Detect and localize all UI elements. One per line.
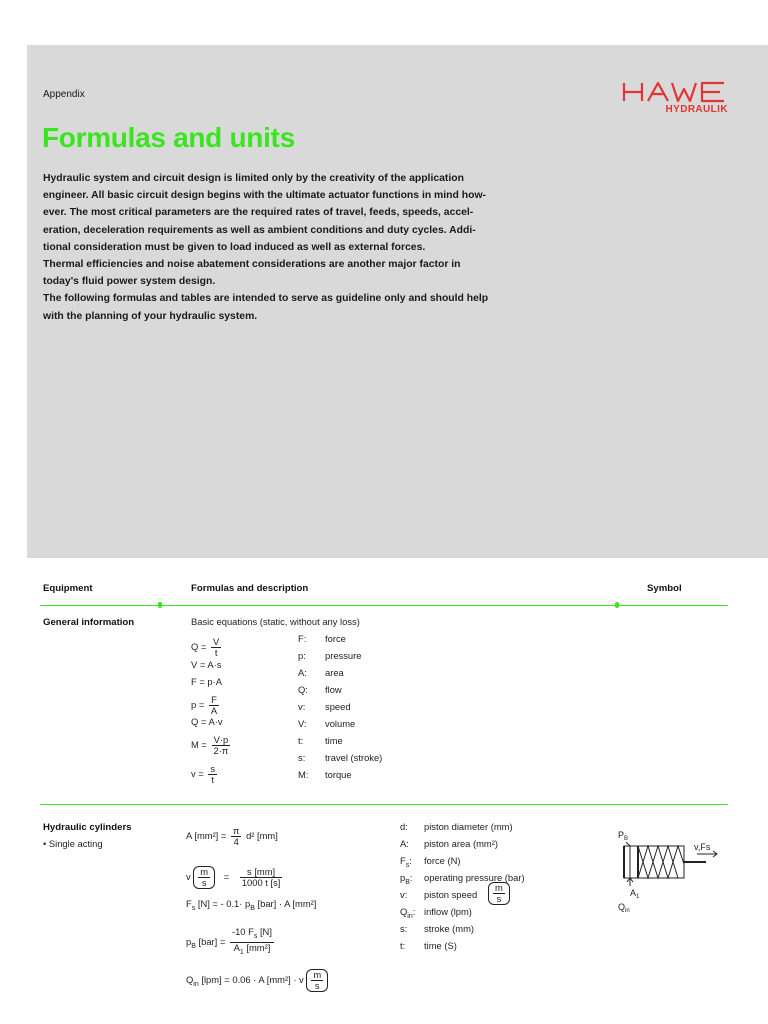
definition-symbol: $p_B$: (400, 872, 413, 886)
piston-speed-unit (488, 882, 510, 905)
definition-symbol (298, 699, 325, 715)
definition-text: stroke (mm) (424, 923, 474, 934)
definition-symbol (298, 648, 325, 664)
symbol-text: p: (298, 650, 306, 661)
symbol-text: v: (400, 889, 408, 900)
equation-piston-area (186, 825, 278, 847)
definition-text: speed (325, 701, 351, 712)
fraction-numerator: m (200, 866, 209, 877)
equation-tail: [bar] · A [mm²] (254, 898, 317, 909)
variable-qin: $Q_{in}$ (186, 973, 199, 988)
fraction-denominator: 1000 t [s] (241, 877, 281, 888)
definition-text: operating pressure (bar) (424, 872, 525, 883)
symbol-text: s: (298, 752, 306, 763)
equation-lhs: A [mm²] = (186, 829, 227, 841)
intro-paragraph (43, 170, 543, 325)
section-title-general: General information (43, 617, 135, 628)
definition-text: area (325, 667, 344, 678)
definition-text: force (N) (424, 855, 461, 866)
definition-symbol (298, 631, 325, 647)
symbol-text: V: (298, 718, 307, 729)
definition-item (298, 682, 342, 698)
equation-inflow (186, 969, 328, 991)
definition-text: piston area (mm²) (424, 838, 498, 849)
definition-text: travel (stroke) (325, 752, 383, 763)
unit-bracket (193, 866, 215, 889)
intro-line: engineer. All basic circuit design begins with the ultimate actuator functions in mind how- (43, 190, 487, 202)
symbol-text: M: (298, 769, 309, 780)
definition-text: piston speed (424, 889, 478, 900)
symbol-label-vfs: v,Fs (694, 842, 711, 852)
equation-rhs: d² [mm] (246, 829, 278, 841)
equation-lhs: v (186, 870, 191, 882)
fraction (208, 764, 217, 785)
equation-lhs: [bar] = (198, 935, 226, 947)
fraction-numerator: m (313, 969, 322, 980)
fraction (230, 927, 274, 958)
symbol-text: d: (400, 821, 408, 832)
definition-item (298, 648, 361, 664)
equation-force-single: $F_s$ [N] = - $0.1\cdot p_B$ [bar] · A [mm²] (186, 898, 317, 912)
symbol-subscript: s (405, 861, 410, 869)
definition-item (298, 767, 352, 783)
definition-symbol (400, 921, 424, 937)
equation-speed (191, 763, 219, 785)
fraction-numerator: -10 $F_s$ [N] (230, 927, 274, 943)
section-subtitle-single-acting: • Single acting (43, 838, 103, 849)
column-header-equipment: Equipment (43, 583, 93, 594)
equation-force: F = p·A (191, 676, 222, 687)
basic-equations-caption: Basic equations (static, without any loss) (191, 616, 360, 627)
fraction-denominator: $A_1$ [mm²] (233, 941, 271, 956)
symbol-text: Q: (298, 684, 308, 695)
fraction-denominator: A (210, 705, 218, 716)
intro-line: tional consideration must be given to load induced as well as external forces. (43, 241, 426, 253)
definition-text: inflow (lpm) (424, 906, 472, 917)
fraction-denominator: 4 (233, 836, 239, 847)
definition-item (298, 733, 343, 749)
symbol-text: v: (298, 701, 306, 712)
denominator-text: A (233, 941, 240, 953)
symbol-label-a1: $A_1$ (630, 888, 640, 900)
definition-text: flow (325, 684, 342, 695)
section-divider (40, 804, 728, 805)
equation-flow-speed: Q = A·v (191, 716, 223, 727)
definition-symbol (400, 836, 424, 852)
fraction (198, 867, 210, 888)
equation-pressure (191, 694, 221, 716)
fraction-numerator: F (209, 695, 219, 706)
fraction-numerator: V·p (212, 735, 231, 746)
variable-fs: $F_s$ (186, 898, 196, 912)
equation-lhs: Q = (191, 640, 207, 652)
definition-text: time (325, 735, 343, 746)
column-header-symbol: Symbol (647, 583, 682, 594)
cylinder-schematic (612, 824, 722, 914)
fraction (493, 883, 505, 904)
numerator-tail: [N] (257, 926, 272, 937)
fraction (211, 637, 221, 658)
single-acting-cylinder-symbol (612, 824, 722, 914)
definition-text: piston diameter (mm) (424, 821, 513, 832)
definition-text: time (S) (424, 940, 457, 951)
intro-line: Hydraulic system and circuit design is limited only by the creativity of the application (43, 173, 464, 184)
symbol-text: s: (400, 923, 408, 934)
fraction (240, 867, 283, 888)
fraction (212, 735, 231, 756)
fraction (231, 826, 241, 847)
definition-symbol (298, 767, 325, 783)
definition-item (400, 938, 457, 954)
page-title: Formulas and units (42, 122, 295, 153)
symbol-label-pb: $P_B$ (618, 830, 629, 842)
definition-item (298, 750, 382, 766)
fraction-numerator: π (232, 825, 240, 836)
symbol-subscript: B (405, 878, 410, 886)
equation-torque (191, 734, 232, 756)
symbol-text: t: (400, 940, 406, 951)
definition-item (400, 853, 460, 869)
header-divider (40, 605, 728, 606)
definition-item (400, 921, 474, 937)
equation-piston-speed (186, 866, 284, 888)
equation-lhs: v = (191, 767, 204, 779)
fraction-numerator: V (212, 636, 220, 647)
fraction-denominator: s (496, 893, 502, 904)
fraction-numerator: s [mm] (240, 867, 283, 878)
fraction (209, 695, 219, 716)
denominator-tail: [mm²] (243, 941, 271, 953)
divider-marker (615, 602, 619, 608)
definition-item (400, 887, 477, 903)
definition-symbol (400, 938, 424, 954)
symbol-text: A: (298, 667, 307, 678)
symbol-text: F: (298, 633, 307, 644)
definition-text: pressure (325, 650, 362, 661)
fraction-denominator: t (211, 774, 215, 785)
definition-symbol: $F_s$: (400, 855, 412, 869)
symbol-text: p (400, 872, 406, 883)
logo-subtext: HYDRAULIK (665, 104, 728, 115)
hawe-logo (620, 80, 730, 120)
equation-body: [lpm] = 0.06 · A [mm²] · v (201, 973, 304, 985)
definition-item (400, 819, 513, 835)
definition-symbol (298, 750, 325, 766)
intro-line: The following formulas and tables are intended to serve as guideline only and should help (43, 293, 489, 305)
definition-symbol: $Q_{in}$: (400, 906, 416, 920)
section-title-cylinders: Hydraulic cylinders (43, 822, 132, 833)
variable-pb: $p_B$ (186, 935, 196, 950)
definition-symbol (298, 716, 325, 732)
intro-line: today's fluid power system design. (43, 276, 216, 288)
definition-item (298, 716, 355, 732)
fraction-numerator: m (495, 882, 503, 893)
definition-symbol (400, 887, 424, 903)
symbol-subscript: in (407, 912, 413, 920)
equation-lhs: M = (191, 738, 207, 750)
symbol-text: A: (400, 838, 409, 849)
definition-symbol (298, 733, 325, 749)
symbol-label-qin: $Q_{in}$ (618, 902, 630, 914)
symbol-text: t: (298, 735, 304, 746)
definition-text: volume (325, 718, 356, 729)
fraction-denominator: s (314, 980, 320, 991)
definition-item (298, 699, 351, 715)
section-label: Appendix (43, 89, 85, 100)
fraction-denominator: t (214, 647, 218, 658)
definition-item (400, 836, 498, 852)
intro-line: Thermal efficiencies and noise abatement considerations are another major factor in (43, 259, 461, 271)
definition-item (298, 631, 346, 647)
symbol-text: Q (400, 906, 408, 917)
divider-marker (158, 602, 162, 608)
equation-volume: V = A·s (191, 659, 222, 670)
definition-symbol (298, 665, 325, 681)
equation-flow (191, 636, 223, 658)
intro-line: eration, deceleration requirements as well as ambient conditions and duty cycles. Addi- (43, 224, 476, 236)
fraction-numerator: s (210, 763, 216, 774)
definition-symbol (298, 682, 325, 698)
definition-text: force (325, 633, 346, 644)
equals-sign: = (223, 870, 230, 882)
definition-symbol (400, 819, 424, 835)
equation-body: [N] = - 0.1· p (197, 898, 251, 909)
intro-line: with the planning of your hydraulic system. (43, 310, 258, 322)
numerator-text: -10 F (231, 926, 254, 937)
intro-line: ever. The most critical parameters are the required rates of travel, feeds, speeds, accel- (43, 207, 474, 219)
fraction-denominator: s (201, 877, 207, 888)
hawe-logo-mark (620, 80, 730, 104)
fraction (311, 970, 323, 991)
symbol-text: F (400, 855, 406, 866)
definition-item (298, 665, 344, 681)
unit-bracket (306, 969, 328, 992)
definition-text: torque (325, 769, 352, 780)
equation-operating-pressure (186, 926, 276, 956)
column-header-formulas: Formulas and description (191, 583, 309, 594)
fraction-denominator: 2·π (213, 745, 229, 756)
equation-lhs: p = (191, 698, 205, 710)
definition-item (400, 904, 472, 920)
